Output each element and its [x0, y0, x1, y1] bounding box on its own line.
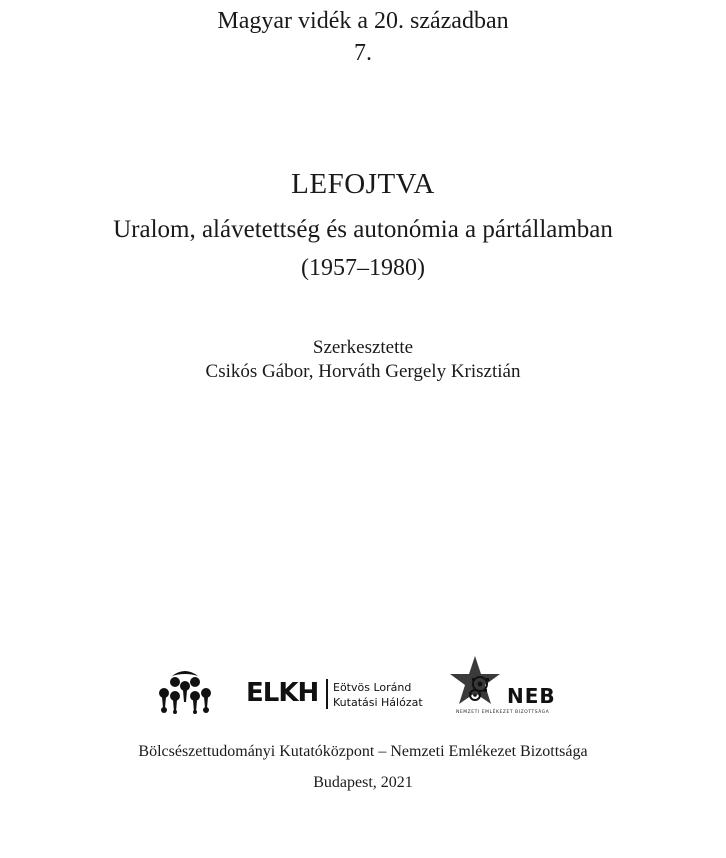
series-number: 7. — [354, 40, 372, 66]
elkh-line1: Eötvös Loránd — [333, 681, 412, 694]
elkh-logo — [246, 674, 426, 714]
elkh-line2: Kutatási Hálózat — [333, 696, 423, 709]
book-subtitle: Uralom, alávetettség és autonómia a pártállamban — [113, 216, 613, 243]
editor-label: Szerkesztette — [312, 337, 414, 358]
elkh-letters: ELKH — [246, 678, 319, 708]
btk-logo — [155, 668, 215, 714]
editor-names: Csikós Gábor, Horváth Gergely Krisztián — [205, 361, 521, 382]
publisher: Bölcsészettudományi Kutatóközpont – Nemzeti Emlékezet Bizottsága — [138, 743, 588, 760]
neb-star-icon — [444, 654, 506, 712]
book-title: LEFOJTVA — [291, 168, 435, 200]
elkh-divider — [326, 679, 328, 709]
series-title: Magyar vidék a 20. században — [217, 8, 509, 34]
neb-letters: NEB — [507, 684, 556, 708]
place-year: Budapest, 2021 — [313, 774, 413, 791]
neb-caption: NEMZETI EMLÉKEZET BIZOTTSÁGA — [456, 710, 550, 715]
neb-logo — [444, 654, 570, 718]
book-period: (1957–1980) — [301, 255, 425, 281]
btk-logo-icon — [155, 668, 215, 714]
